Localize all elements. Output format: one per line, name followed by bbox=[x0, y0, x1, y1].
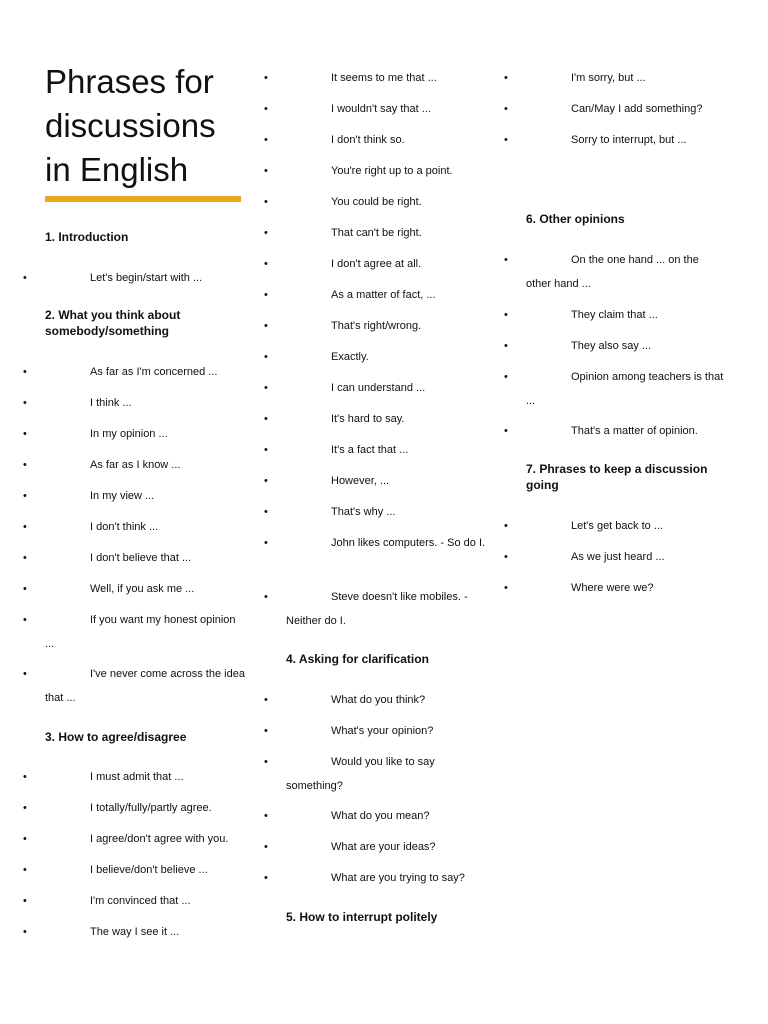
bullet-icon: • bbox=[264, 382, 268, 394]
list-item-text: Let's get back to ... bbox=[571, 520, 663, 532]
bullet-icon: • bbox=[23, 428, 27, 440]
bullet-icon: • bbox=[504, 371, 508, 383]
list-item-text: That can't be right. bbox=[331, 227, 422, 239]
list-item bbox=[504, 365, 726, 413]
list-item-text: It's a fact that ... bbox=[331, 444, 409, 456]
list-item-text: In my opinion ... bbox=[90, 428, 168, 440]
heading-clarification: 4. Asking for clarification bbox=[286, 652, 429, 666]
list-item bbox=[264, 376, 486, 400]
list-item bbox=[264, 66, 486, 90]
list-item-text: Let's begin/start with ... bbox=[90, 272, 203, 284]
list-item-text: I don't think ... bbox=[90, 521, 159, 533]
bullet-icon: • bbox=[23, 668, 27, 680]
list-item bbox=[264, 866, 486, 890]
list-item bbox=[23, 858, 245, 882]
bullet-icon: • bbox=[23, 490, 27, 502]
list-item bbox=[504, 419, 726, 443]
list-item bbox=[504, 334, 726, 358]
bullet-icon: • bbox=[23, 397, 27, 409]
list-item bbox=[504, 576, 726, 600]
bullet-icon: • bbox=[504, 520, 508, 532]
list-item-text: You could be right. bbox=[331, 196, 422, 208]
page-title: Phrases for discussions in English bbox=[45, 63, 216, 188]
list-item bbox=[264, 585, 486, 633]
list-item bbox=[23, 453, 245, 477]
list-item-text: I agree/don't agree with you. bbox=[90, 833, 229, 845]
bullet-icon: • bbox=[23, 614, 27, 626]
list-item-text: In my view ... bbox=[90, 490, 155, 502]
list-item-text: I'm sorry, but ... bbox=[571, 72, 646, 84]
bullet-icon: • bbox=[504, 103, 508, 115]
list-item bbox=[264, 750, 486, 798]
bullet-icon: • bbox=[264, 841, 268, 853]
bullet-icon: • bbox=[23, 583, 27, 595]
list-item-text: Would you like to say something? bbox=[286, 756, 435, 792]
list-item bbox=[23, 422, 245, 446]
list-item bbox=[504, 545, 726, 569]
bullet-icon: • bbox=[264, 810, 268, 822]
list-item bbox=[504, 66, 726, 90]
list-item bbox=[23, 662, 245, 710]
list-item bbox=[264, 407, 486, 431]
list-item-text: If you want my honest opinion ... bbox=[45, 614, 236, 650]
list-item bbox=[264, 97, 486, 121]
list-item-text: That's why ... bbox=[331, 506, 396, 518]
list-item-text: I've never come across the idea that ... bbox=[45, 668, 245, 704]
list-item bbox=[23, 608, 245, 656]
bullet-icon: • bbox=[504, 72, 508, 84]
list-item bbox=[23, 391, 245, 415]
list-item-text: It's hard to say. bbox=[331, 413, 405, 425]
heading-keep-going: 7. Phrases to keep a discussion going bbox=[526, 462, 708, 492]
list-item-text: What are you trying to say? bbox=[331, 872, 465, 884]
list-item-text: John likes computers. - So do I. bbox=[331, 537, 486, 549]
list-item-text: It seems to me that ... bbox=[331, 72, 437, 84]
list-item-text: They also say ... bbox=[571, 340, 652, 352]
list-item bbox=[23, 765, 245, 789]
bullet-icon: • bbox=[23, 521, 27, 533]
bullet-icon: • bbox=[264, 413, 268, 425]
list-item bbox=[23, 920, 245, 944]
list-item bbox=[264, 345, 486, 369]
list-item-text: The way I see it ... bbox=[90, 926, 180, 938]
list-item bbox=[23, 515, 245, 539]
list-item-text: Where were we? bbox=[571, 582, 654, 594]
list-item bbox=[264, 252, 486, 276]
heading-agree-disagree: 3. How to agree/disagree bbox=[45, 730, 187, 744]
bullet-icon: • bbox=[23, 833, 27, 845]
bullet-icon: • bbox=[264, 756, 268, 768]
list-item bbox=[23, 796, 245, 820]
list-item bbox=[23, 577, 245, 601]
list-item-text: Sorry to interrupt, but ... bbox=[571, 134, 687, 146]
bullet-icon: • bbox=[264, 444, 268, 456]
bullet-icon: • bbox=[264, 227, 268, 239]
list-item-text: I don't agree at all. bbox=[331, 258, 422, 270]
bullet-icon: • bbox=[264, 475, 268, 487]
list-item-text: That's a matter of opinion. bbox=[571, 425, 698, 437]
bullet-icon: • bbox=[23, 895, 27, 907]
list-item bbox=[504, 248, 726, 296]
bullet-icon: • bbox=[264, 506, 268, 518]
bullet-icon: • bbox=[504, 309, 508, 321]
list-item-text: I don't believe that ... bbox=[90, 552, 192, 564]
list-item bbox=[264, 128, 486, 152]
list-item bbox=[264, 719, 486, 743]
list-item bbox=[23, 484, 245, 508]
list-item-text: I think ... bbox=[90, 397, 132, 409]
bullet-icon: • bbox=[264, 165, 268, 177]
bullet-icon: • bbox=[264, 694, 268, 706]
list-item bbox=[264, 159, 486, 183]
list-item-text: They claim that ... bbox=[571, 309, 658, 321]
list-item-text: What's your opinion? bbox=[331, 725, 434, 737]
list-item-text: That's right/wrong. bbox=[331, 320, 422, 332]
bullet-icon: • bbox=[264, 258, 268, 270]
list-item bbox=[504, 128, 726, 152]
bullet-icon: • bbox=[504, 551, 508, 563]
list-item-text: Steve doesn't like mobiles. - Neither do I. bbox=[286, 591, 468, 627]
list-item bbox=[264, 688, 486, 712]
list-item-text: I can understand ... bbox=[331, 382, 426, 394]
bullet-icon: • bbox=[504, 340, 508, 352]
bullet-icon: • bbox=[264, 537, 268, 549]
list-item bbox=[264, 469, 486, 493]
bullet-icon: • bbox=[504, 425, 508, 437]
list-item bbox=[264, 804, 486, 828]
list-item-text: You're right up to a point. bbox=[331, 165, 453, 177]
bullet-icon: • bbox=[264, 591, 268, 603]
list-item bbox=[23, 360, 245, 384]
list-item-text: I believe/don't believe ... bbox=[90, 864, 208, 876]
list-item-text: Well, if you ask me ... bbox=[90, 583, 195, 595]
list-item-text: On the one hand ... on the other hand ... bbox=[526, 254, 699, 290]
list-item bbox=[264, 835, 486, 859]
list-item-text: Exactly. bbox=[331, 351, 369, 363]
list-item-text: I wouldn't say that ... bbox=[331, 103, 431, 115]
list-item-text: What do you think? bbox=[331, 694, 426, 706]
list-item-text: What are your ideas? bbox=[331, 841, 436, 853]
list-item-text: As far as I know ... bbox=[90, 459, 181, 471]
heading-other-opinions: 6. Other opinions bbox=[526, 212, 625, 226]
bullet-icon: • bbox=[504, 254, 508, 266]
bullet-icon: • bbox=[23, 459, 27, 471]
list-item bbox=[504, 303, 726, 327]
list-item bbox=[264, 531, 486, 555]
bullet-icon: • bbox=[264, 725, 268, 737]
list-item-text: As we just heard ... bbox=[571, 551, 665, 563]
list-item bbox=[264, 283, 486, 307]
list-item bbox=[264, 190, 486, 214]
heading-what-you-think: 2. What you think about somebody/something bbox=[45, 308, 181, 338]
list-item-text: I totally/fully/partly agree. bbox=[90, 802, 212, 814]
bullet-icon: • bbox=[23, 366, 27, 378]
list-item-text: I must admit that ... bbox=[90, 771, 184, 783]
list-item-text: As a matter of fact, ... bbox=[331, 289, 436, 301]
bullet-icon: • bbox=[23, 771, 27, 783]
bullet-icon: • bbox=[264, 196, 268, 208]
list-item bbox=[264, 221, 486, 245]
bullet-icon: • bbox=[264, 872, 268, 884]
bullet-icon: • bbox=[264, 351, 268, 363]
list-item-text: As far as I'm concerned ... bbox=[90, 366, 218, 378]
list-item-text: What do you mean? bbox=[331, 810, 430, 822]
list-item-text: However, ... bbox=[331, 475, 390, 487]
list-item bbox=[23, 827, 245, 851]
list-item bbox=[264, 500, 486, 524]
heading-introduction: 1. Introduction bbox=[45, 230, 129, 244]
heading-interrupt: 5. How to interrupt politely bbox=[286, 910, 438, 924]
bullet-icon: • bbox=[264, 320, 268, 332]
list-item bbox=[23, 266, 245, 290]
list-item-text: Can/May I add something? bbox=[571, 103, 703, 115]
bullet-icon: • bbox=[264, 289, 268, 301]
bullet-icon: • bbox=[264, 134, 268, 146]
bullet-icon: • bbox=[264, 72, 268, 84]
list-item-text: Opinion among teachers is that ... bbox=[526, 371, 724, 407]
bullet-icon: • bbox=[264, 103, 268, 115]
bullet-icon: • bbox=[23, 802, 27, 814]
list-item-text: I don't think so. bbox=[331, 134, 405, 146]
bullet-icon: • bbox=[23, 272, 27, 284]
bullet-icon: • bbox=[23, 552, 27, 564]
bullet-icon: • bbox=[23, 864, 27, 876]
list-item-text: I'm convinced that ... bbox=[90, 895, 191, 907]
list-item bbox=[504, 514, 726, 538]
bullet-icon: • bbox=[504, 582, 508, 594]
list-item bbox=[23, 889, 245, 913]
bullet-icon: • bbox=[23, 926, 27, 938]
list-item bbox=[504, 97, 726, 121]
list-item bbox=[23, 546, 245, 570]
list-item bbox=[264, 314, 486, 338]
bullet-icon: • bbox=[504, 134, 508, 146]
title-underline bbox=[45, 196, 241, 202]
list-item bbox=[264, 438, 486, 462]
